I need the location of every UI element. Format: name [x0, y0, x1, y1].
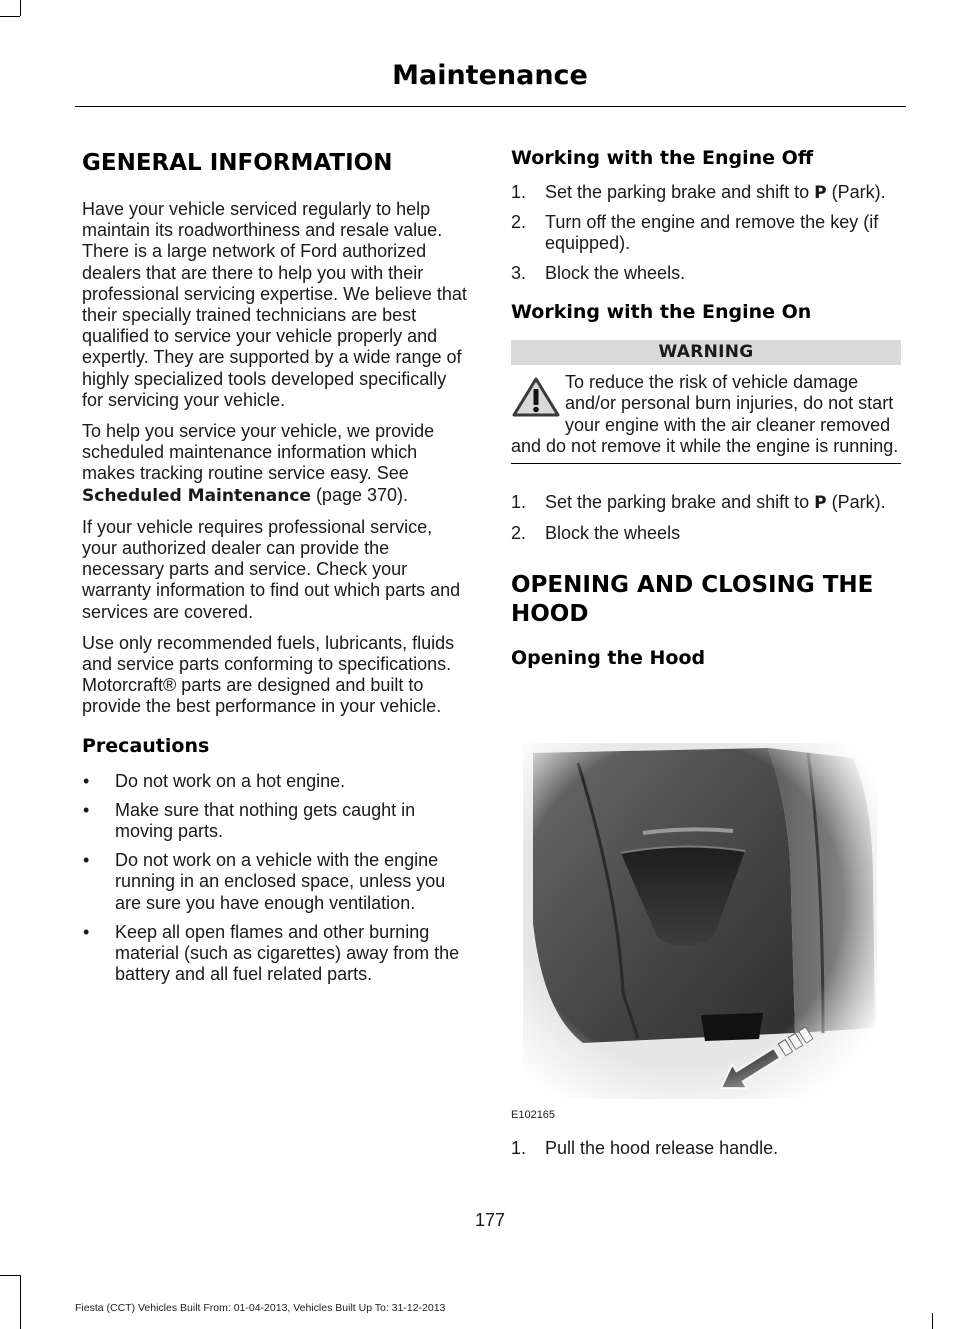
crop-mark	[20, 1275, 21, 1329]
general-information-heading: GENERAL INFORMATION	[82, 150, 393, 176]
left-column	[82, 145, 472, 994]
paragraph: If your vehicle requires professional service, your authorized dealer can provide the necessary parts and service. Check your warranty information to find out which parts and services are covered.	[82, 516, 461, 622]
step-text: Set the parking brake and shift to	[545, 182, 815, 202]
hood-release-figure	[523, 743, 877, 1099]
paragraph	[82, 421, 472, 507]
page-number: 177	[474, 1210, 506, 1230]
engine-off-heading: Working with the Engine Off	[511, 147, 814, 169]
engine-on-heading: Working with the Engine On	[511, 300, 812, 323]
title-rule	[75, 106, 906, 107]
warning-triangle-icon	[511, 376, 561, 418]
step-item	[511, 212, 901, 254]
step-text: Block the wheels	[545, 522, 681, 543]
step-number: 1.	[511, 182, 527, 202]
warning-box	[511, 340, 901, 465]
step-number: 3.	[511, 262, 527, 283]
step-item	[511, 263, 901, 284]
step-number: 1.	[511, 1138, 527, 1158]
crop-mark	[20, 0, 21, 16]
crop-mark	[0, 16, 20, 17]
step-bold: P	[814, 183, 827, 203]
bullet: •	[83, 850, 90, 871]
warning-text: To reduce the risk of vehicle damage and/or personal burn injuries, do not start your engine with the air cleaner removed and do not remove it while the engine is running.	[511, 371, 899, 457]
paragraph: Have your vehicle serviced regularly to help maintain its roadworthiness and resale value. There is a large network of Ford authorized dealers that are there to help you with their professional servicing expertise. We believe that their specially trained technicians are best qualified to service your vehicle properly and expertly. They are supported by a wide range of highly specialized tools developed specifically for servicing your vehicle.	[82, 199, 467, 410]
step-text: Turn off the engine and remove the key (if equipped).	[545, 212, 879, 254]
list-item	[82, 850, 472, 914]
step-number: 1.	[511, 492, 527, 513]
step-text: (Park).	[826, 182, 886, 202]
opening-hood-heading: Opening the Hood	[511, 646, 706, 669]
step-text: Block the wheels.	[545, 262, 686, 283]
paragraph: Use only recommended fuels, lubricants, fluids and service parts conforming to specifications. Motorcraft® parts are designed and built to provide the best performance in your vehicle.	[82, 632, 455, 717]
engine-off-steps	[511, 182, 901, 284]
hood-release-illustration	[523, 743, 877, 1099]
scheduled-maintenance-link[interactable]: Scheduled Maintenance	[82, 485, 311, 506]
precautions-heading: Precautions	[82, 734, 210, 757]
footer-text: Fiesta (CCT) Vehicles Built From: 01-04-2013, Vehicles Built Up To: 31-12-2013	[75, 1302, 446, 1314]
list-item	[82, 800, 472, 842]
warning-divider	[511, 463, 901, 464]
hood-heading: OPENING AND CLOSING THE HOOD	[511, 571, 874, 627]
step-number: 2.	[511, 522, 527, 543]
hood-steps	[511, 1138, 901, 1159]
warning-body	[511, 365, 901, 464]
list-item-text: Do not work on a hot engine.	[115, 770, 346, 791]
list-item-text: Keep all open flames and other burning material (such as cigarettes) away from the battery and all fuel related parts.	[115, 921, 460, 985]
page-title: Maintenance	[392, 60, 588, 91]
step-bold: P	[814, 493, 827, 514]
warning-label: WARNING	[511, 340, 901, 365]
figure-code: E102165	[511, 1109, 556, 1121]
step-number: 2.	[511, 212, 527, 233]
step-text: Set the parking brake and shift to	[545, 492, 815, 513]
text: (page 370).	[310, 484, 409, 505]
list-item	[82, 922, 472, 986]
list-item	[82, 771, 472, 792]
list-item-text: Do not work on a vehicle with the engine running in an enclosed space, unless you are sure you have enough ventilation.	[115, 850, 446, 913]
bullet: •	[83, 921, 90, 942]
step-item	[511, 182, 901, 204]
step-text: (Park).	[826, 492, 886, 513]
bullet: •	[83, 770, 90, 791]
precautions-list	[82, 771, 472, 986]
right-column	[511, 145, 901, 670]
text: To help you service your vehicle, we provide scheduled maintenance information which makes tracking routine service easy. See	[82, 421, 435, 484]
step-item	[511, 523, 901, 544]
list-item-text: Make sure that nothing gets caught in moving parts.	[115, 799, 416, 842]
bullet: •	[83, 799, 90, 820]
crop-mark	[0, 1275, 20, 1276]
step-text: Pull the hood release handle.	[545, 1138, 779, 1158]
crop-mark	[932, 1313, 933, 1329]
step-item	[511, 492, 901, 514]
engine-on-steps	[511, 492, 901, 543]
step-item	[511, 1138, 901, 1159]
